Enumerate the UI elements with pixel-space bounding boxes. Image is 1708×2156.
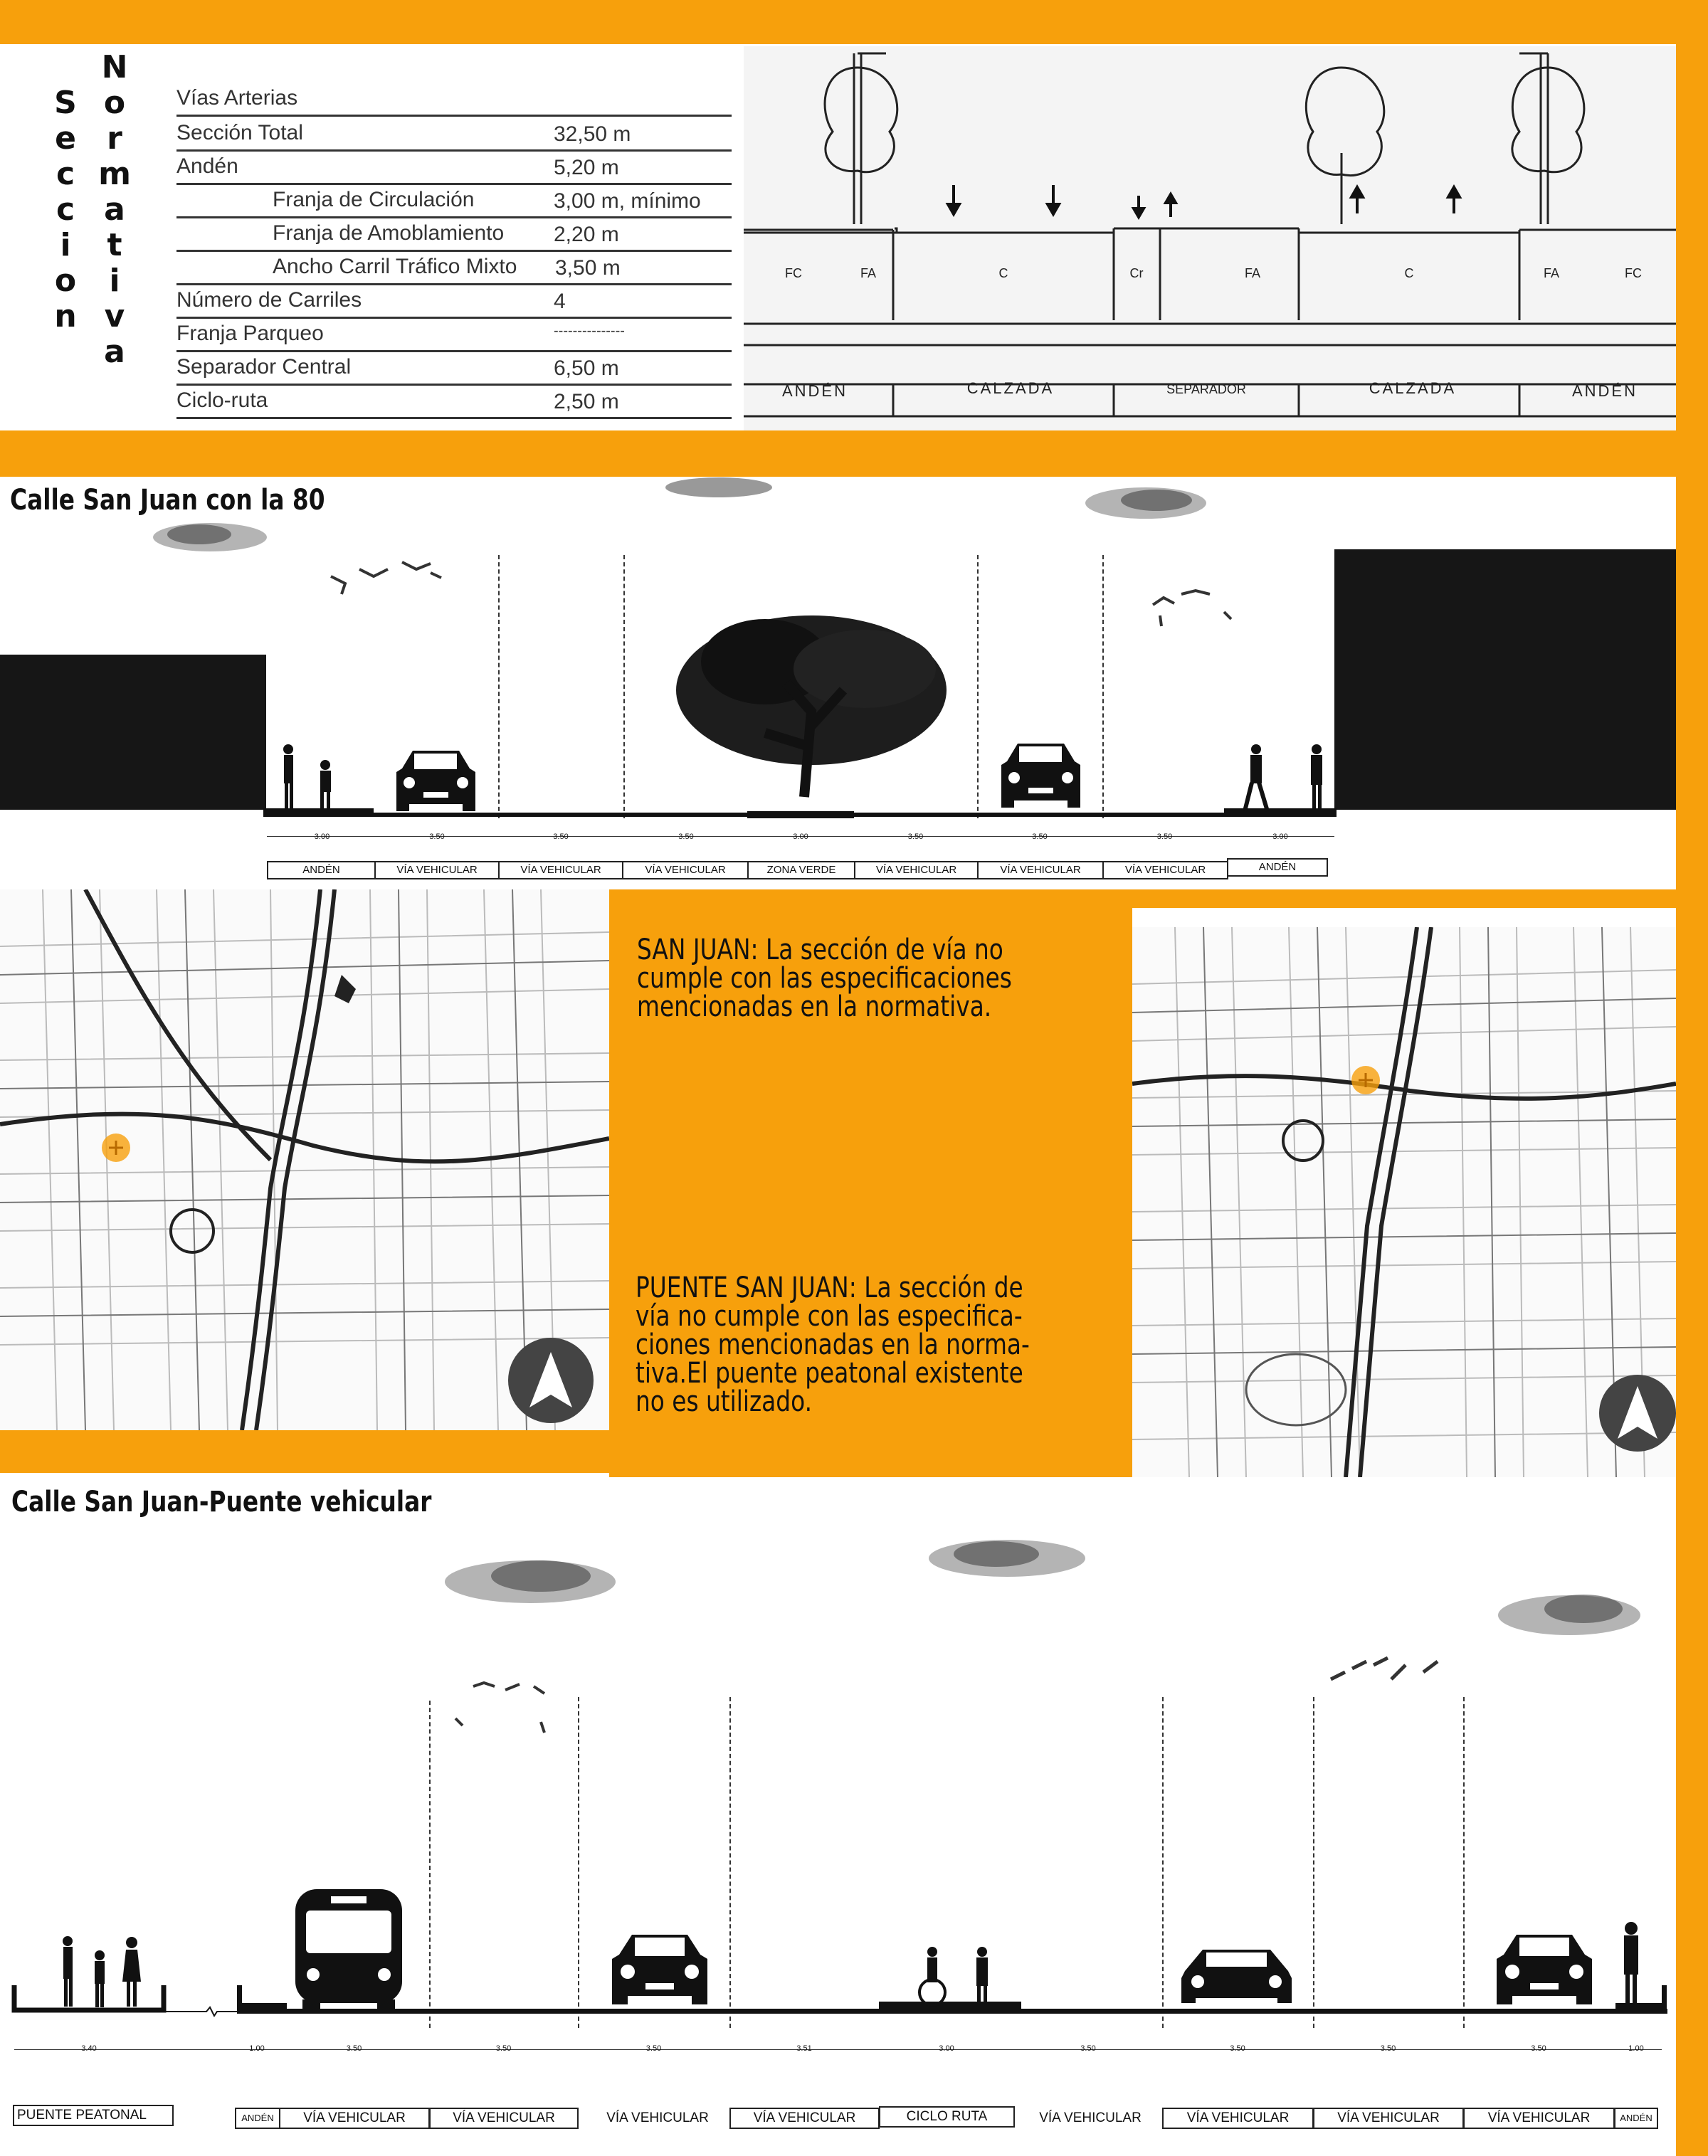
person-icon bbox=[278, 744, 342, 815]
section-label: VÍA VEHICULAR bbox=[622, 861, 749, 879]
row-label: Ancho Carril Tráfico Mixto bbox=[273, 255, 517, 278]
diagram-bottom-label: ANDÉN bbox=[781, 382, 848, 400]
text-line: PUENTE SAN JUAN: La sección de bbox=[636, 1272, 1023, 1304]
section-label: PUENTE PEATONAL bbox=[13, 2105, 174, 2126]
person-icon bbox=[1615, 1921, 1648, 2007]
orange-left-strip bbox=[0, 1430, 609, 1473]
vertical-title-seccion: S e c c i o n bbox=[54, 85, 77, 334]
row-label: Andén bbox=[176, 154, 238, 178]
car-icon bbox=[391, 744, 480, 818]
table-row bbox=[176, 217, 732, 252]
table-row bbox=[176, 384, 732, 419]
section-label: VÍA VEHICULAR bbox=[1463, 2108, 1615, 2129]
table-row bbox=[176, 117, 732, 152]
row-label: Franja Parqueo bbox=[176, 322, 324, 345]
table-row bbox=[176, 317, 732, 352]
diagram-cell-label: C bbox=[998, 266, 1008, 280]
lane-divider bbox=[1313, 1697, 1314, 2028]
dimension-label: 3.50 bbox=[1032, 833, 1048, 841]
lane-divider bbox=[429, 1701, 431, 2028]
row-value: 3,00 m, mínimo bbox=[554, 189, 701, 213]
text-line: SAN JUAN: La sección de vía no bbox=[637, 934, 1003, 966]
row-label: Separador Central bbox=[176, 355, 352, 379]
cloud-icon bbox=[1082, 480, 1210, 523]
section-label: VÍA VEHICULAR bbox=[374, 861, 500, 879]
table-row bbox=[176, 351, 732, 386]
bird-icon bbox=[1324, 1651, 1452, 1708]
row-value: 3,50 m bbox=[555, 256, 621, 280]
dimension-label: 3.50 bbox=[1230, 2044, 1245, 2053]
row-value: 6,50 m bbox=[554, 356, 619, 380]
section-label: VÍA VEHICULAR bbox=[279, 2108, 430, 2129]
dimension-label: 1.00 bbox=[1628, 2044, 1644, 2053]
table-row bbox=[176, 150, 732, 185]
cloud-icon bbox=[441, 1548, 619, 1612]
person-icon bbox=[57, 1935, 149, 2010]
car-icon bbox=[1491, 1926, 1598, 2012]
building-block-left bbox=[0, 655, 266, 810]
diagram-bottom-label: ANDÉN bbox=[1571, 382, 1638, 400]
dimension-label: 3.50 bbox=[1156, 833, 1173, 841]
section-label: VÍA VEHICULAR bbox=[429, 2108, 579, 2129]
city-map-san-juan bbox=[0, 889, 609, 1430]
section1-title: Calle San Juan con la 80 bbox=[10, 484, 325, 517]
cloud-icon bbox=[662, 473, 776, 502]
cloud-icon bbox=[925, 1530, 1089, 1587]
row-value: 2,20 m bbox=[554, 223, 619, 246]
text-line: cumple con las especificaciones bbox=[637, 962, 1012, 995]
table-header bbox=[176, 82, 732, 117]
section-label: VÍA VEHICULAR bbox=[1025, 2108, 1156, 2129]
normativa-table bbox=[176, 82, 739, 430]
diagram-bottom-label: SEPARADOR bbox=[1166, 382, 1246, 396]
section-label: ANDÉN bbox=[267, 861, 376, 879]
table-row bbox=[176, 250, 732, 285]
section-label: ANDÉN bbox=[235, 2108, 280, 2129]
car-icon bbox=[996, 736, 1085, 815]
diagram-cell-label: FA bbox=[1244, 266, 1261, 280]
san-juan-description bbox=[637, 936, 1034, 1021]
row-label: Franja de Amoblamiento bbox=[273, 221, 505, 245]
row-label: Sección Total bbox=[176, 121, 303, 144]
text-line: tiva.El puente peatonal existente bbox=[636, 1357, 1023, 1390]
top-orange-band bbox=[0, 0, 1708, 44]
bird-icon bbox=[441, 1676, 555, 1740]
diagram-cell-label: FC bbox=[785, 266, 802, 280]
bird-icon bbox=[1146, 576, 1253, 633]
lane-divider bbox=[578, 1697, 579, 2028]
section-label: ZONA VERDE bbox=[747, 861, 855, 879]
cloud-icon bbox=[1494, 1583, 1644, 1644]
section-label: ANDÉN bbox=[1614, 2108, 1658, 2129]
section-label: VÍA VEHICULAR bbox=[592, 2108, 723, 2129]
dimension-label: 3.50 bbox=[429, 833, 445, 841]
section-label: VÍA VEHICULAR bbox=[498, 861, 623, 879]
normativa-cross-section-diagram bbox=[744, 46, 1676, 430]
row-label: Número de Carriles bbox=[176, 288, 362, 312]
car-icon bbox=[1178, 1943, 1295, 2010]
dimension-label: 3.51 bbox=[796, 2044, 812, 2053]
puente-san-juan-description bbox=[636, 1274, 1033, 1416]
right-orange-edge bbox=[1676, 0, 1708, 2156]
row-label: Franja de Circulación bbox=[273, 188, 475, 211]
north-arrow-icon bbox=[507, 1336, 595, 1425]
table-row bbox=[176, 184, 732, 218]
dimension-label: 3.00 bbox=[1272, 833, 1288, 841]
section-label: CICLO RUTA bbox=[879, 2106, 1015, 2128]
section2-ground bbox=[11, 1982, 1669, 2017]
diagram-cell-label: FA bbox=[1543, 266, 1560, 280]
text-line: ciones mencionadas en la norma- bbox=[636, 1328, 1030, 1361]
dimension-label: 3.50 bbox=[907, 833, 924, 841]
diagram-cell-label: C bbox=[1404, 266, 1414, 280]
dimension-label: 3.50 bbox=[678, 833, 694, 841]
row-label: Ciclo-ruta bbox=[176, 389, 268, 412]
dimension-label: 3.50 bbox=[495, 2044, 512, 2053]
section-label: VÍA VEHICULAR bbox=[1162, 2108, 1314, 2129]
building-block-right bbox=[1334, 549, 1676, 810]
section-label: VÍA VEHICULAR bbox=[854, 861, 979, 879]
lane-divider bbox=[1102, 555, 1104, 818]
dimension-label: 3.50 bbox=[645, 2044, 662, 2053]
car-icon bbox=[606, 1926, 713, 2012]
table-heading: Vías Arterias bbox=[176, 86, 298, 110]
section-label: VÍA VEHICULAR bbox=[1102, 861, 1228, 879]
person-icon bbox=[1242, 744, 1334, 815]
section-label: ANDÉN bbox=[1227, 858, 1328, 877]
dimension-label: 3.00 bbox=[314, 833, 330, 841]
location-marker-icon bbox=[1348, 1062, 1383, 1098]
lane-divider bbox=[1463, 1697, 1465, 2028]
cyclist-icon bbox=[914, 1946, 950, 2010]
person-icon bbox=[968, 1946, 996, 2014]
cloud-icon bbox=[149, 516, 270, 559]
table-row bbox=[176, 284, 732, 319]
bus-icon bbox=[292, 1882, 406, 2014]
diagram-cell-label: FC bbox=[1625, 266, 1642, 280]
dimension-label: 3.50 bbox=[553, 833, 569, 841]
dimension-label: 3.40 bbox=[81, 2044, 97, 2053]
text-line: vía no cumple con las especifica- bbox=[636, 1300, 1023, 1333]
dimension-label: 3.00 bbox=[793, 833, 808, 841]
lane-divider bbox=[498, 555, 500, 818]
section-label: VÍA VEHICULAR bbox=[977, 861, 1104, 879]
row-value: 32,50 m bbox=[554, 122, 631, 146]
section-label: VÍA VEHICULAR bbox=[729, 2108, 880, 2129]
north-arrow-icon bbox=[1598, 1373, 1676, 1453]
section-label: VÍA VEHICULAR bbox=[1313, 2108, 1464, 2129]
lane-divider bbox=[977, 555, 979, 818]
dimension-label: 3.50 bbox=[1380, 2044, 1396, 2053]
orange-band-2 bbox=[0, 430, 1708, 477]
text-line: no es utilizado. bbox=[636, 1385, 813, 1418]
city-map-puente-san-juan bbox=[1132, 927, 1676, 1477]
lane-divider bbox=[729, 1697, 731, 2028]
text-line: mencionadas en la normativa. bbox=[637, 990, 992, 1023]
vertical-title-normativa: N o r m a t i v a bbox=[98, 49, 131, 370]
row-value: --------------- bbox=[554, 323, 625, 339]
row-value: 5,20 m bbox=[554, 156, 619, 179]
diagram-bottom-label: CALZADA bbox=[966, 379, 1055, 397]
map-streets bbox=[1132, 927, 1676, 1477]
lane-divider bbox=[623, 555, 625, 818]
location-marker-icon bbox=[98, 1130, 134, 1166]
section2-title: Calle San Juan-Puente vehicular bbox=[11, 1486, 432, 1518]
diagram-cell-label: Cr bbox=[1129, 266, 1144, 280]
dimension-label: 3.00 bbox=[939, 2044, 954, 2053]
dimension-label: 3.50 bbox=[1531, 2044, 1546, 2053]
row-value: 2,50 m bbox=[554, 390, 619, 413]
dimension-label: 1.00 bbox=[249, 2044, 265, 2053]
diagram-bottom-label: CALZADA bbox=[1369, 379, 1457, 397]
tree-icon bbox=[658, 583, 964, 811]
bird-icon bbox=[324, 555, 452, 605]
diagram-cell-label: FA bbox=[860, 266, 877, 280]
row-value: 4 bbox=[554, 290, 566, 313]
dimension-label: 3.50 bbox=[346, 2044, 362, 2053]
dimension-label: 3.50 bbox=[1080, 2044, 1096, 2053]
lane-divider bbox=[1162, 1697, 1164, 2028]
